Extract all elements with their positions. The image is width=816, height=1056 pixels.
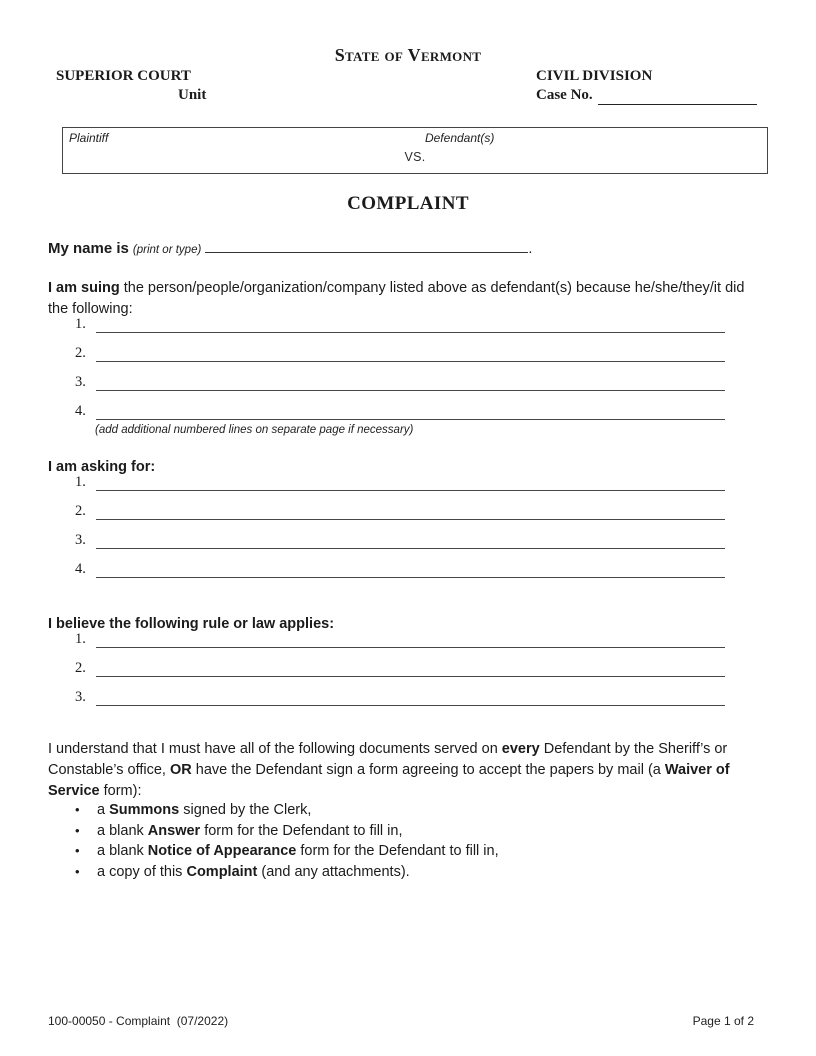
footer-page-number: Page 1 of 2 [692,1014,754,1028]
civil-division-label: CIVIL DIVISION [536,68,653,84]
case-no-field[interactable] [598,92,757,105]
fill-line-field[interactable] [96,631,725,648]
fill-line-field[interactable] [96,474,725,491]
name-hint: (print or type) [132,244,202,256]
fill-line-field[interactable] [96,561,725,578]
line-number: 3. [75,374,86,390]
line-number: 4. [75,403,86,419]
case-no-label: Case No. [536,87,593,103]
line-number: 1. [75,316,86,332]
superior-court-label: SUPERIOR COURT [56,68,191,84]
asking-lines [48,462,768,578]
numbered-line [75,362,725,391]
law-heading: I believe the following rule or law applies: [48,616,335,632]
line-number: 3. [75,689,86,705]
numbered-line [75,391,725,420]
line-number: 2. [75,503,86,519]
numbered-line [75,491,725,520]
fill-line-field[interactable] [96,660,725,677]
line-number: 2. [75,660,86,676]
fill-line-field[interactable] [96,345,725,362]
bullet-text: a Summons signed by the Clerk, [97,802,312,818]
fill-line-field[interactable] [96,689,725,706]
bullet-item [75,862,768,883]
fill-line-field[interactable] [96,532,725,549]
bullet-icon: • [75,802,80,817]
numbered-line [75,648,725,677]
bullet-text: a blank Answer form for the Defendant to fill in, [97,822,403,839]
name-label: My name is [48,240,129,257]
document-header [48,46,768,105]
suing-lines [48,304,768,420]
party-caption-box [62,127,768,174]
bullet-icon: • [75,843,80,858]
fill-line-field[interactable] [96,316,725,333]
numbered-line [75,677,725,706]
numbered-line [75,462,725,491]
state-title: State of Vermont [334,45,482,65]
line-number: 2. [75,345,86,361]
vs-label: VS. [404,150,426,164]
defendant-label: Defendant(s) [424,131,495,145]
line-number: 3. [75,532,86,548]
bullet-item [75,800,768,821]
additional-lines-note: (add additional numbered lines on separate page if necessary) [95,424,414,436]
law-lines [48,619,768,706]
name-line-period: . [528,241,533,257]
bullet-text: a blank Notice of Appearance form for the Defendant to fill in, [97,843,499,859]
suing-intro-bold: I am suing [48,280,120,296]
name-field[interactable] [205,240,528,253]
fill-line-field[interactable] [96,403,725,420]
asking-heading: I am asking for: [48,459,156,475]
bullet-icon: • [75,822,80,838]
name-line [48,238,768,261]
bullet-item [75,821,768,842]
unit-label: Unit [178,87,207,103]
numbered-line [75,549,725,578]
line-number: 1. [75,631,86,647]
numbered-line [75,304,725,333]
plaintiff-label: Plaintiff [69,131,109,145]
numbered-line [75,520,725,549]
service-documents-list [48,800,768,882]
line-number: 1. [75,474,86,490]
service-instructions: I understand that I must have all of the following documents served on every Defendant by the Sheriff’s or Constable’s office, OR have the Defendant sign a form agreeing to accept the papers by mail (a Waiver of Service form): [48,741,730,799]
bullet-item [75,841,768,862]
suing-intro-rest: the person/people/organization/company listed above as defendant(s) because he/she/they/it did the following: [48,280,745,317]
fill-line-field[interactable] [96,374,725,391]
fill-line-field[interactable] [96,503,725,520]
page-footer [48,1014,754,1028]
bullet-text: a copy of this Complaint (and any attachments). [97,863,410,880]
bullet-icon: • [75,863,80,879]
line-number: 4. [75,561,86,577]
document-title: COMPLAINT [347,193,469,214]
numbered-line [75,333,725,362]
footer-form-number: 100-00050 - Complaint (07/2022) [48,1014,229,1028]
